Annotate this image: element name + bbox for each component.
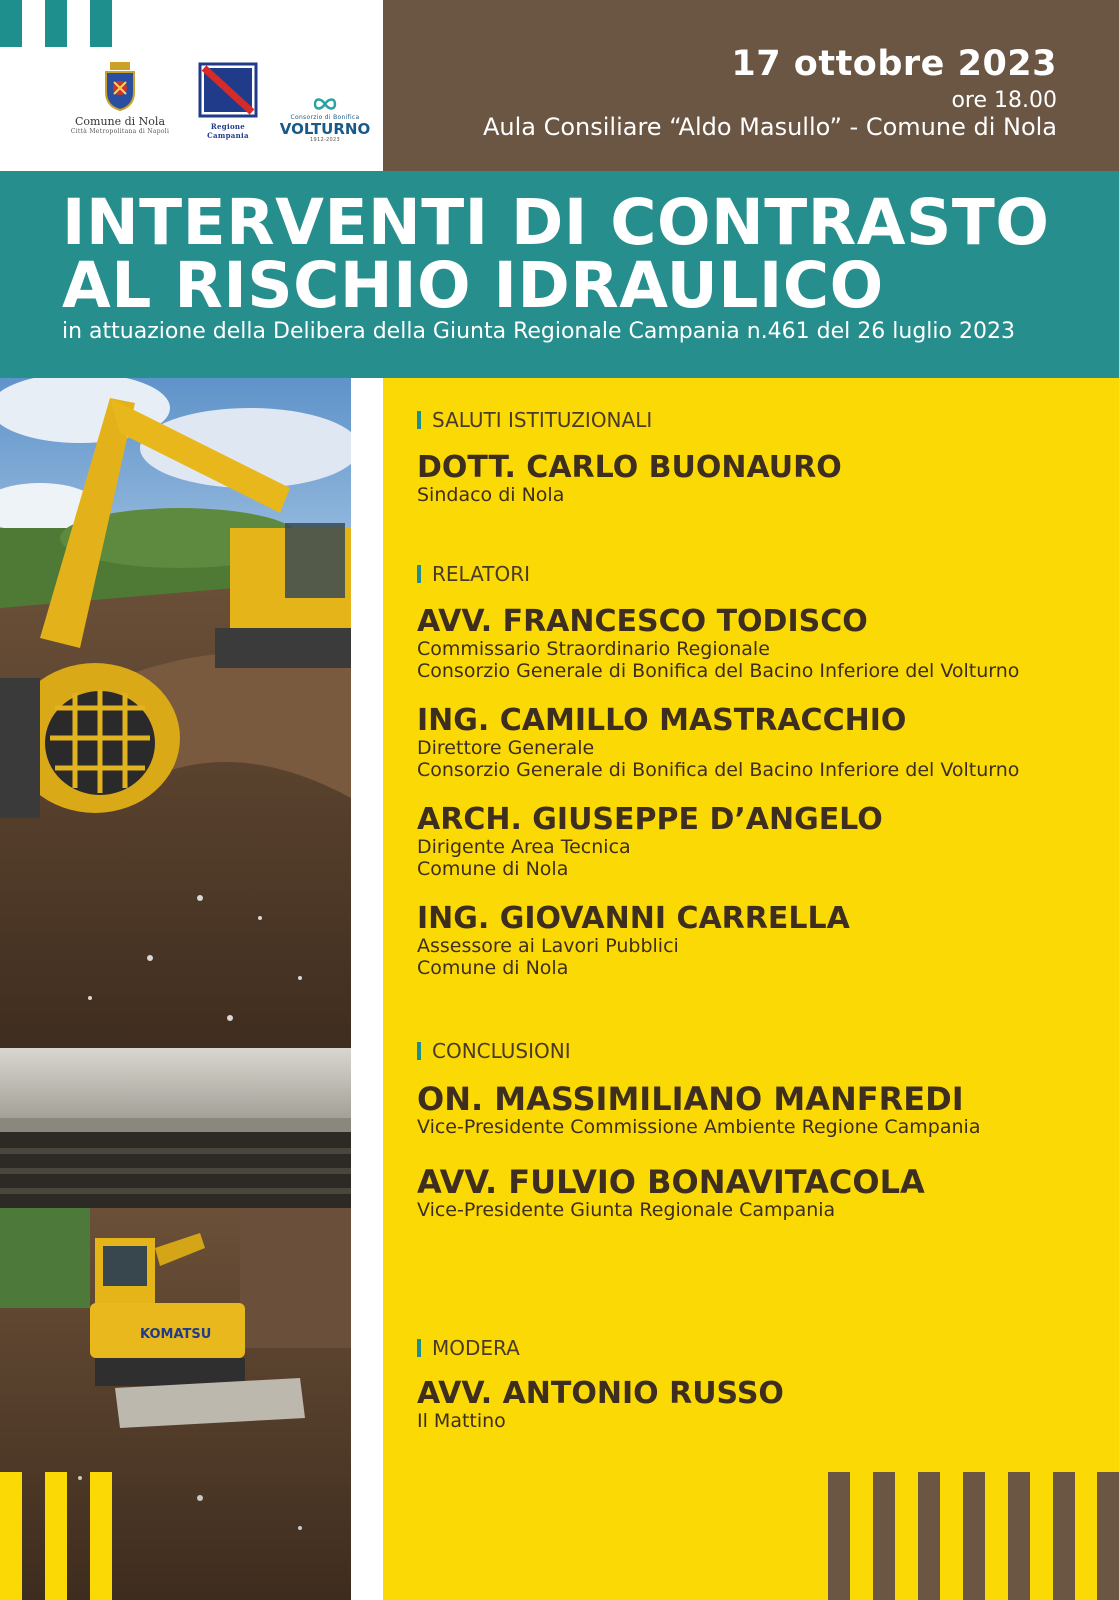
speaker-bonavitacola [417,1165,1097,1221]
decor-stripe [963,1472,985,1600]
excavation-photo [0,378,351,1600]
divider [351,378,383,1600]
speaker-role: Consorzio Generale di Bonifica del Bacino Inferiore del Volturno [417,660,1020,682]
section-modera [417,1336,520,1360]
logo-comune-nola [60,62,180,135]
section-marker [417,1042,421,1060]
speaker-role: Dirigente Area Tecnica [417,836,631,858]
speaker-name: AVV. ANTONIO RUSSO [417,1376,784,1411]
event-info-panel [383,0,1119,171]
logo-campania-name: Regione Campania [207,122,249,140]
speaker-manfredi [417,1082,1097,1138]
logo-volturno-name: VOLTURNO [279,120,371,138]
speaker-carrella [417,903,1097,979]
subtitle: in attuazione della Delibera della Giunta Regionale Campania n.461 del 26 luglio 2023 [62,319,1015,344]
section-label: MODERA [432,1336,520,1360]
speaker-name: ARCH. GIUSEPPE D’ANGELO [417,802,883,837]
speaker-todisco [417,606,1097,682]
section-marker [417,411,421,429]
region-shield-icon [198,62,258,118]
decor-stripe [0,0,22,47]
decor-stripe [828,1472,850,1600]
decor-stripe [918,1472,940,1600]
speaker-role: Consorzio Generale di Bonifica del Bacino Inferiore del Volturno [417,759,1020,781]
decor-stripe [45,0,67,47]
speaker-russo [417,1378,1097,1432]
event-time: ore 18.00 [951,88,1057,113]
event-venue: Aula Consiliare “Aldo Masullo” - Comune di Nola [482,113,1057,141]
decor-stripe [1097,1472,1119,1600]
event-date: 17 ottobre 2023 [731,44,1057,84]
title-line-2: AL RISCHIO IDRAULICO [62,249,884,322]
section-saluti [417,408,652,432]
logo-panel [0,0,383,171]
programme-panel [383,378,1119,1600]
speaker-role: Sindaco di Nola [417,484,565,506]
speaker-name: AVV. FULVIO BONAVITACOLA [417,1163,925,1201]
speaker-name: ING. CAMILLO MASTRACCHIO [417,703,907,738]
decor-stripe [1053,1472,1075,1600]
speaker-name: ING. GIOVANNI CARRELLA [417,901,850,936]
speaker-buonauro [417,452,1097,506]
speaker-name: AVV. FRANCESCO TODISCO [417,604,868,639]
speaker-role: Assessore ai Lavori Pubblici [417,935,679,957]
decor-stripe [0,1472,22,1600]
decor-stripe [90,1472,112,1600]
speaker-name: ON. MASSIMILIANO MANFREDI [417,1080,964,1118]
section-relatori [417,562,530,586]
section-marker [417,1339,421,1357]
speaker-role: Vice-Presidente Giunta Regionale Campania [417,1199,836,1221]
logo-volturno [278,95,372,143]
speaker-role: Commissario Straordinario Regionale [417,638,770,660]
logo-nola-sub: Città Metropolitana di Napoli [70,128,170,135]
speaker-dangelo [417,804,1097,880]
logo-nola-name: Comune di Nola [74,115,166,128]
infinity-icon [312,98,338,110]
city-crest-icon [102,62,138,112]
title-line-1: INTERVENTI DI CONTRASTO [62,186,1050,259]
title-band [0,171,1119,378]
section-label: SALUTI ISTITUZIONALI [432,408,653,432]
speaker-role: Comune di Nola [417,858,569,880]
section-conclusioni [417,1039,571,1063]
decor-stripe [90,0,112,47]
decor-stripe [45,1472,67,1600]
speaker-name: DOTT. CARLO BUONAURO [417,450,842,485]
logo-volturno-sub: 1912-2023 [310,137,340,143]
speaker-role: Comune di Nola [417,957,569,979]
excavator-brand: KOMATSU [140,1327,212,1342]
logo-regione-campania [189,62,267,140]
decor-stripe [1008,1472,1030,1600]
speaker-mastracchio [417,705,1097,781]
speaker-role: Vice-Presidente Commissione Ambiente Regione Campania [417,1116,981,1138]
decor-stripe [873,1472,895,1600]
logo-volturno-top: Consorzio di Bonifica [290,114,360,121]
speaker-role: Il Mattino [417,1410,506,1432]
section-label: CONCLUSIONI [432,1039,571,1063]
speaker-role: Direttore Generale [417,737,595,759]
section-label: RELATORI [432,562,531,586]
photo-collage [0,378,351,1600]
section-marker [417,565,421,583]
